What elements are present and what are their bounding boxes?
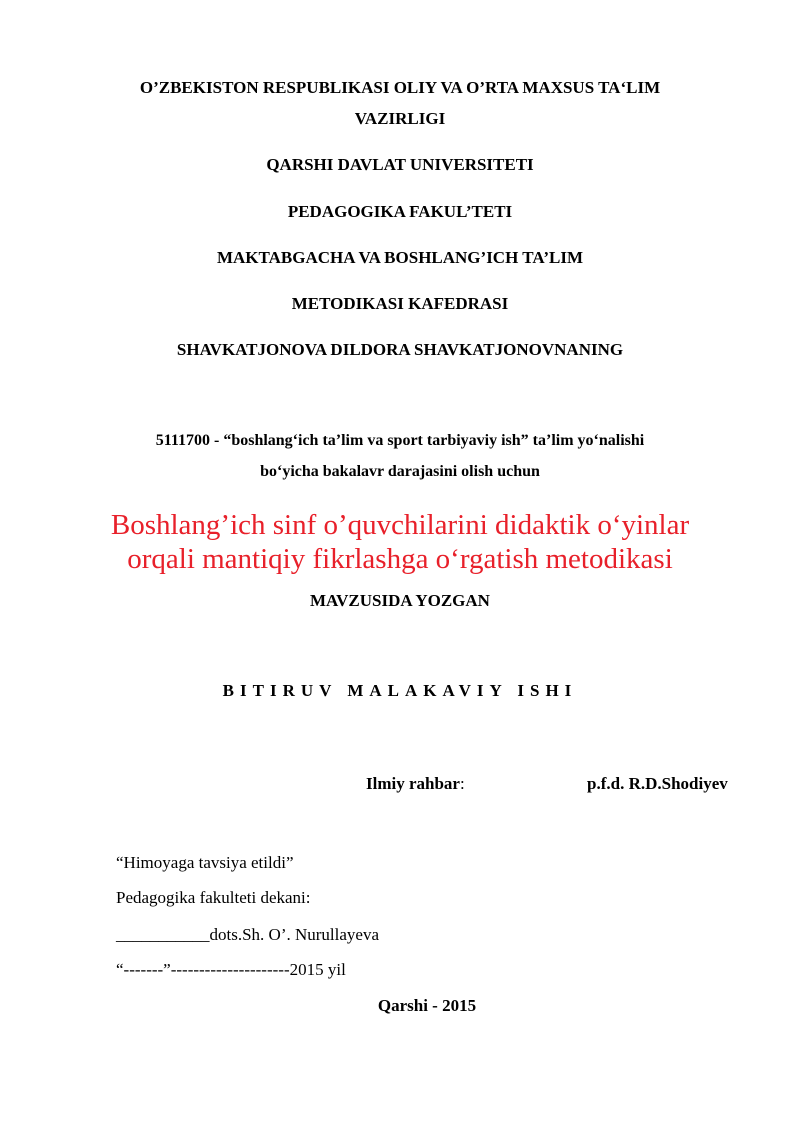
ministry-line-2: VAZIRLIGI xyxy=(354,109,446,128)
thesis-topic-line-1: Boshlang’ich sinf o’quvchilarini didaktik o‘yinlar xyxy=(110,509,690,541)
work-type-title: BITIRUV MALAKAVIY ISHI xyxy=(222,681,578,700)
date-line: “-------”---------------------2015 yil xyxy=(116,960,346,979)
dean-title: Pedagogika fakulteti dekani: xyxy=(116,888,311,907)
department-line-1: MAKTABGACHA VA BOSHLANG’ICH TA’LIM xyxy=(216,248,584,267)
supervisor-label xyxy=(366,773,465,795)
recommended-for-defense: “Himoyaga tavsiya etildi” xyxy=(116,853,294,872)
department-line-2: METODIKASI KAFEDRASI xyxy=(291,294,509,313)
university-name: QARSHI DAVLAT UNIVERSITETI xyxy=(266,155,534,174)
author-name: SHAVKATJONOVA DILDORA SHAVKATJONOVNANING xyxy=(176,340,624,359)
thesis-topic-line-2: orqali mantiqiy fikrlashga o‘rgatish metodikasi xyxy=(127,543,673,575)
supervisor-name: p.f.d. R.D.Shodiyev xyxy=(587,774,728,793)
program-line-2: bo‘yicha bakalavr darajasini olish uchun xyxy=(260,463,540,480)
faculty-name: PEDAGOGIKA FAKUL’TETI xyxy=(287,202,513,221)
ministry-line-1: O’ZBEKISTON RESPUBLIKASI OLIY VA O’RTA MAXSUS TA‘LIM xyxy=(139,78,661,97)
program-line-1: 5111700 - “boshlang‘ich ta’lim va sport tarbiyaviy ish” ta’lim yo‘nalishi xyxy=(155,432,645,449)
place-and-year: Qarshi - 2015 xyxy=(377,996,477,1015)
supervisor-label-text: Ilmiy rahbar xyxy=(366,774,460,793)
dean-signature-line: ___________dots.Sh. O’. Nurullayeva xyxy=(116,925,380,944)
supervisor-label-colon: : xyxy=(459,774,465,793)
topic-suffix: MAVZUSIDA YOZGAN xyxy=(310,591,490,610)
